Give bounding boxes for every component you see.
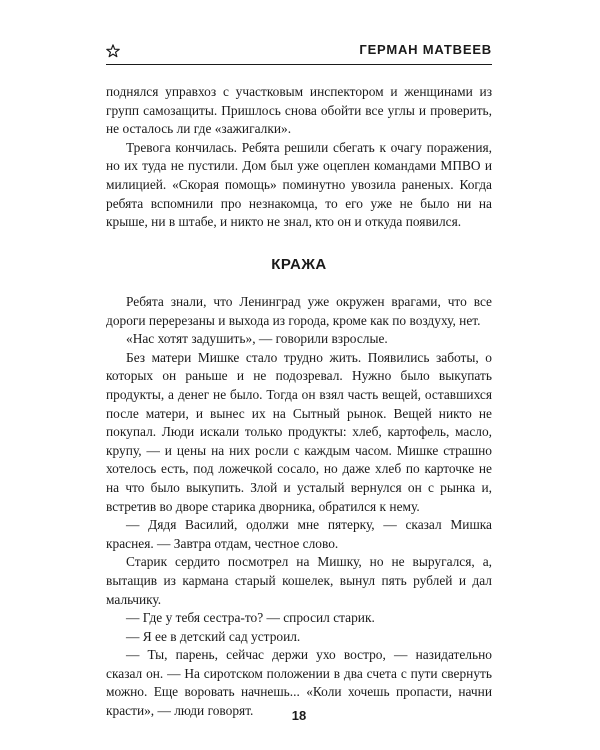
author-name: ГЕРМАН МАТВЕЕВ <box>359 42 492 57</box>
text-block-top <box>106 83 492 232</box>
page-number: 18 <box>291 708 307 723</box>
text-block-main <box>106 293 492 721</box>
paragraph: Тревога кончилась. Ребята решили сбегать к очагу поражения, но их туда не пустили. Дом был уже оцеплен командами МПВО и милицией. «Скорая помощь» поминутно увозила раненых. Когда ребята вспомнили про незнакомца, то его уже не было ни на крыше, ни в штабе, и никто не знал, кто он и откуда появился. <box>106 139 492 230</box>
paragraph: поднялся управхоз с участковым инспектором и женщинами из групп самозащиты. Пришлось снова обойти все углы и проверить, не осталось ли где «зажигалки». <box>106 84 492 137</box>
running-header <box>106 40 492 68</box>
paragraph: Ребята знали, что Ленинград уже окружен врагами, что все дороги перерезаны и выхода из города, кроме как по воздуху, нет. <box>106 294 492 328</box>
paragraph: «Нас хотят задушить», — говорили взрослые. <box>126 331 388 347</box>
paragraph: — Ты, парень, сейчас держи ухо востро, — назидательно сказал он. — На сиротском положении в два счета с пути свернуть можно. Еще воровать начнешь... «Коли хочешь пропасти, начни красти», — люди говорят. <box>106 647 492 719</box>
paragraph: — Где у тебя сестра-то? — спросил старик. <box>126 610 375 626</box>
header-rule <box>106 64 492 65</box>
paragraph: — Дядя Василий, одолжи мне пятерку, — сказал Мишка краснея. — Завтра отдам, честное слово. <box>106 517 492 551</box>
paragraph: Без матери Мишке стало трудно жить. Появились заботы, о которых он раньше и не подозревал. Нужно было выкупать продукты, а денег не было. Тогда он взял часть вещей, оставшихся после матери, и вынес их на Сытный рынок. Вещей никто не покупал. Люди искали только продукты: хлеб, картофель, масло, крупу, — и цены на них росли с каждым часом. Мишке страшно хотелось есть, под ложечкой сосало, но даже хлеб по карточке не на что было выкупить. Злой и усталый вернулся он с рынка и, встретив во дворе старика дворника, обратился к нему. <box>106 349 492 514</box>
paragraph: Старик сердито посмотрел на Мишку, но не выругался, а, вытащив из кармана старый кошелек, вынул пять рублей и дал мальчику. <box>106 554 492 607</box>
chapter-title: КРАЖА <box>271 256 327 273</box>
paragraph: — Я ее в детский сад устроил. <box>126 628 301 644</box>
star-outline-icon <box>106 44 120 58</box>
